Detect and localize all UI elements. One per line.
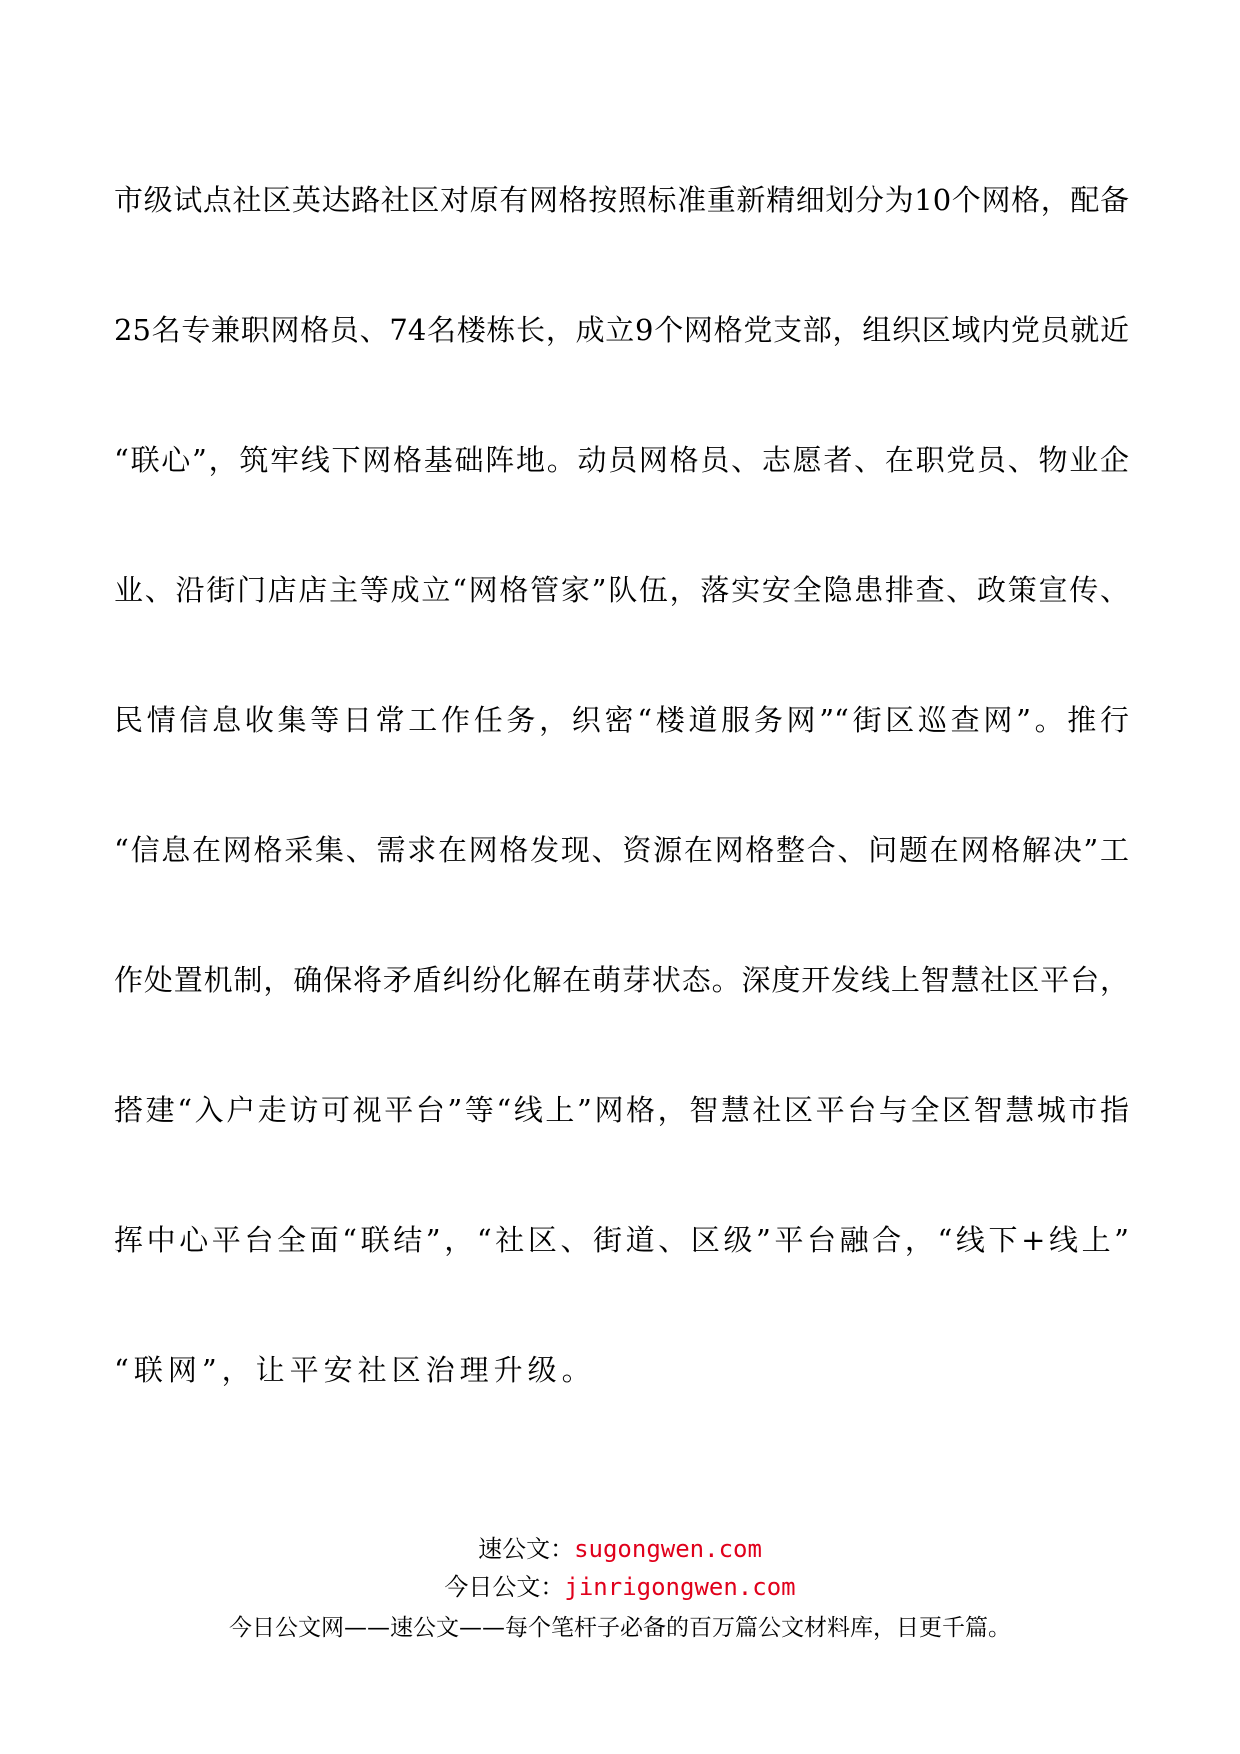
- paragraph-line: 市级试点社区英达路社区对原有网格按照标准重新精细划分为10个网格，配备: [114, 183, 1129, 217]
- footer-label-sugongwen: 速公文：: [478, 1535, 575, 1563]
- footer-label-jinrigongwen: 今日公文：: [444, 1573, 565, 1601]
- footer-link-sugongwen[interactable]: sugongwen.com: [574, 1535, 762, 1563]
- paragraph-line: 业、沿街门店店主等成立“网格管家”队伍，落实安全隐患排查、政策宣传、: [114, 573, 1129, 607]
- paragraph-line: 挥中心平台全面“联结”，“社区、街道、区级”平台融合，“线下+线上”: [114, 1223, 1129, 1257]
- footer-slogan: 今日公文网——速公文——每个笔杆子必备的百万篇公文材料库，日更千篇。: [229, 1615, 1011, 1641]
- paragraph-line: 25名专兼职网格员、74名楼栋长，成立9个网格党支部，组织区域内党员就近: [114, 313, 1129, 347]
- paragraph-line: 搭建“入户走访可视平台”等“线上”网格，智慧社区平台与全区智慧城市指: [114, 1093, 1129, 1127]
- paragraph-line-last: “联网”，让平安社区治理升级。: [114, 1353, 596, 1387]
- document-body: [114, 170, 1129, 1470]
- footer-watermark: [0, 1530, 1240, 1646]
- paragraph-line: “信息在网格采集、需求在网格发现、资源在网格整合、问题在网格解决”工: [114, 833, 1129, 867]
- paragraph-line: “联心”，筑牢线下网格基础阵地。动员网格员、志愿者、在职党员、物业企: [114, 443, 1129, 477]
- paragraph-line: 作处置机制，确保将矛盾纠纷化解在萌芽状态。深度开发线上智慧社区平台，: [114, 963, 1129, 997]
- footer-line-sugongwen: [0, 1530, 1240, 1568]
- footer-link-jinrigongwen[interactable]: jinrigongwen.com: [564, 1573, 796, 1601]
- paragraph-line: 民情信息收集等日常工作任务，织密“楼道服务网”“街区巡查网”。推行: [114, 703, 1129, 737]
- footer-line-jinrigongwen: [0, 1568, 1240, 1606]
